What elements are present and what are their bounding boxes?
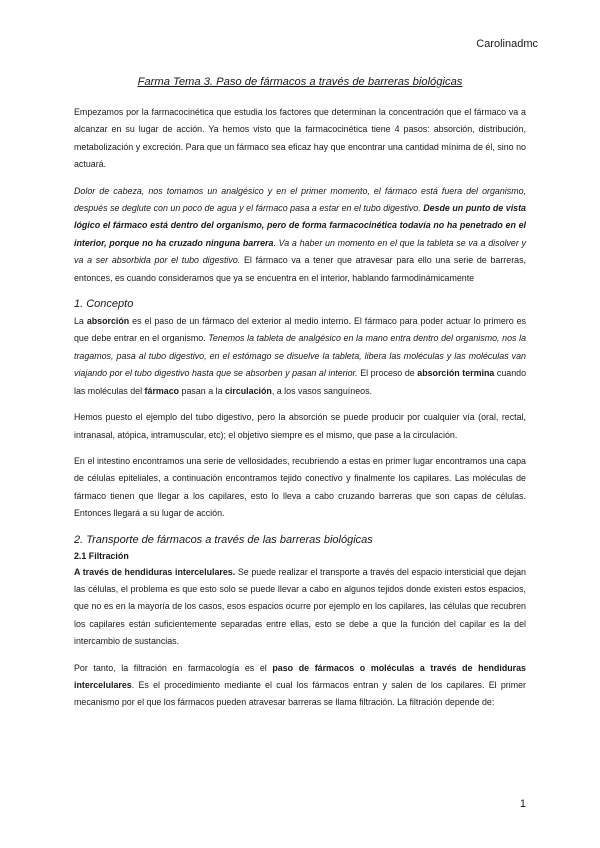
- term-absorcion: absorción: [86, 316, 130, 327]
- subsection-heading-filtracion: 2.1 Filtración: [74, 550, 129, 561]
- intro-paragraph: Empezamos por la farmacocinética que estudia los factores que determinan la concentración que el fármaco va a alcanzar en su lugar de acción. Ya hemos visto que la farmacocinética tiene 4 pasos: absorción, distribución, metabolización y excreción. Para que un fármaco sea eficaz hay que encontrar una cantidad mínima de él, sino no actuará.: [74, 107, 526, 170]
- analgesic-example: Tenemos la tableta de analgésico en la mano entra dentro del organismo, nos la tragamos, pasa al tubo digestivo, en el estómago se disuelve la tableta, libera las moléculas y las moléculas van viajando por el tubo digestivo hasta que se absorben y pasan al interior.: [74, 333, 526, 379]
- section-heading-transporte: 2. Transporte de fármacos a través de las barreras biológicas: [74, 533, 373, 546]
- page-number: 1: [519, 798, 526, 810]
- document-body: [74, 104, 526, 712]
- example-paragraph: [74, 183, 526, 287]
- example-text-3: . Va a haber un momento en el que la tableta se va a disolver y va a ser absorbida por el tubo digestivo.: [74, 237, 526, 266]
- term-absorcion-termina: absorción termina: [417, 368, 495, 379]
- section-heading-concepto: 1. Concepto: [74, 298, 134, 311]
- term-paso-farmacos: paso de fármacos o moléculas a través de hendiduras intercelulares: [74, 662, 526, 690]
- author-header: Carolinadmc: [476, 38, 538, 50]
- concepto-paragraph-3: En el intestino encontramos una serie de vellosidades, recubriendo a estas en primer lugar encontramos una capa de células epiteliales, a continuación encontramos tejido conectivo y finalmente los capilares. Las moléculas de fármaco tienen que llegar a los capilares, esto lo lleva a cabo cruzando barreras que son capas de células. Entonces llegará a su lugar de acción.: [74, 455, 526, 519]
- term-hendiduras: A través de hendiduras intercelulares.: [74, 566, 236, 577]
- concepto-paragraph-1: La absorción es el paso de un fármaco del exterior al medio interno. El fármaco para poder actuar lo primero es que debe entrar en el organismo. Tenemos la tableta de analgésico en la mano entra dentro del organismo, nos la tragamos, pasa al tubo digestivo, en el estómago se disuelve la tableta, libera las moléculas y las moléculas van viajando por el tubo digestivo hasta que se absorben y pasan al interior. El proceso de absorción termina cuando las moléculas del fármaco pasan a la circulación, a los vasos sanguíneos.: [74, 316, 527, 396]
- concepto-paragraph-2: Hemos puesto el ejemplo del tubo digestivo, pero la absorción se puede producir por cualquier vía (oral, rectal, intranasal, atópica, intramuscular, etc); el objetivo siempre es el mismo, que pase a la circulación.: [74, 412, 526, 440]
- filtracion-paragraph-2: Por tanto, la filtración en farmacología es el paso de fármacos o moléculas a través de hendiduras intercelulares. Es el procedimiento mediante el cual los fármacos entran y salen de los capilares. El primer mecanismo por el que los fármacos pueden atravesar barreras se llama filtración. La filtración depende de:: [74, 662, 526, 708]
- example-text-1: Dolor de cabeza, nos tomamos un analgésico y en el primer momento, el fármaco está fuera del organismo, después se deglute con un poco de agua y el fármaco pasa a estar en el tubo digestivo.: [74, 185, 526, 214]
- page-title: Farma Tema 3. Paso de fármacos a través de barreras biológicas: [137, 76, 463, 88]
- term-circulacion: circulación: [224, 385, 272, 396]
- example-text-4: El fármaco va a tener que atravesar para ello una serie de barreras, entonces, es cuando consideramos que ya se encuentra en el interior, hablando farmodinámicamente: [74, 255, 526, 283]
- term-farmaco: fármaco: [144, 385, 180, 396]
- filtracion-paragraph-1: A través de hendiduras intercelulares. Se puede realizar el transporte a través del espacio intersticial que dejan las células, el problema es que esto solo se puede llevar a cabo en algunos tejidos donde existen estos espacios, que no es en la mayoría de los casos, esos espacios ocurre por ejemplo en los capilares, las células que recubren los capilares están suficientemente separadas entre ellas, esto se debe a que la función del capilar es la del intercambio de sustancias.: [74, 566, 526, 647]
- example-text-bold: Desde un punto de vista lógico el fármaco está dentro del organismo, pero de forma farmacocinética todavía no ha penetrado en el interior, porque no ha cruzado ninguna barrera: [74, 203, 526, 248]
